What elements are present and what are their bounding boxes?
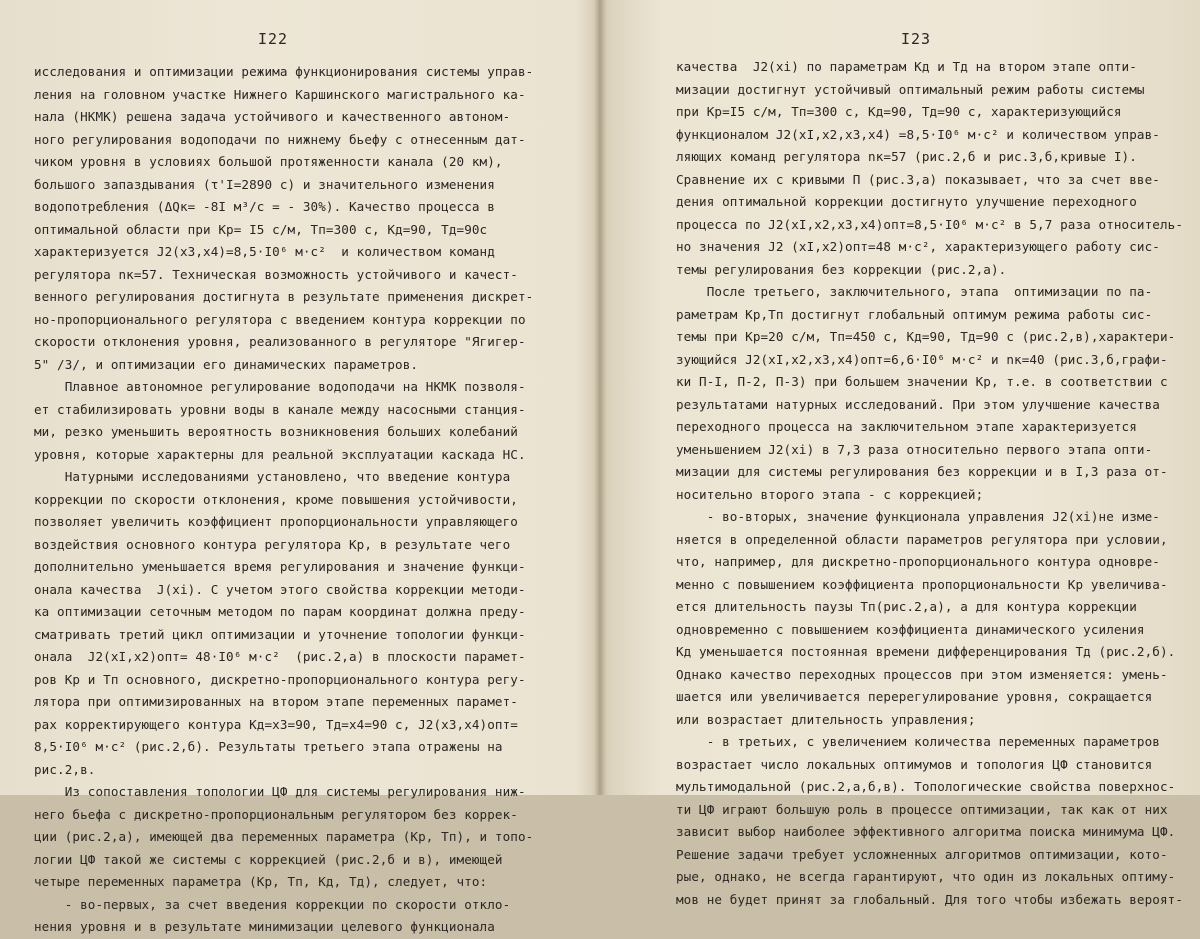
- text-line: венного регулирования достигнута в результате применения дискрет-: [34, 289, 534, 304]
- text-line: ти ЦФ играют большую роль в процессе оптимизации, так как от них: [676, 801, 1168, 817]
- text-line: большого запаздывания (τ'I=2890 с) и значительного изменения: [34, 176, 495, 192]
- right-page: [606, 0, 1200, 907]
- text-line: онала качества J(xi). С учетом этого свойства коррекции методи-: [34, 581, 526, 597]
- text-line: раметрам Кр,Тп достигнут глобальный оптимум режима работы сис-: [676, 306, 1153, 322]
- text-line: Кд уменьшается постоянная времени дифференцирования Тд (рис.2,б).: [676, 644, 1176, 659]
- text-line: лятора при оптимизированных на втором этапе переменных парамет-: [34, 694, 518, 709]
- text-line: нения уровня и в результате минимизации целевого функционала: [34, 919, 495, 934]
- text-line: шается или увеличивается перерегулирование уровня, сокращается: [676, 689, 1153, 704]
- text-line: логии ЦФ такой же системы с коррекцией (рис.2,б и в), имеющей: [34, 851, 503, 867]
- text-line: но значения J2 (xI,x2)опт=48 м·с², характеризующего работу сис-: [676, 239, 1160, 254]
- text-line: переходного процесса на заключительном этапе характеризуется: [676, 419, 1137, 434]
- text-line: водопотребления (ΔQк= -8I м³/с = - 30%). Качество процесса в: [34, 199, 495, 214]
- text-line: что, например, для дискретно-пропорционального контура одновре-: [676, 554, 1160, 569]
- text-line: процесса по J2(xI,x2,x3,x4)опт=8,5·I0⁶ м·с² в 5,7 раза относитель-: [676, 216, 1184, 232]
- text-line: ет стабилизировать уровни воды в канале между насосными станция-: [34, 401, 526, 417]
- text-line: зависит выбор наиболее эффективного алгоритма поиска минимума ЦФ.: [676, 824, 1176, 839]
- text-line: - во-первых, за счет введения коррекции по скорости откло-: [34, 896, 511, 912]
- text-line: позволяет увеличить коэффициент пропорциональности управляющего: [34, 514, 518, 529]
- text-line: одновременно с повышением коэффициента динамического усиления: [676, 621, 1145, 637]
- page-number: I23: [901, 30, 932, 48]
- text-line: ется длительность паузы Тп(рис.2,а), а для контура коррекции: [676, 599, 1137, 614]
- text-line: мультимодальной (рис.2,а,б,в). Топологические свойства поверхнос-: [676, 779, 1176, 794]
- text-line: ров Кр и Тп основного, дискретно-пропорционального контура регу-: [34, 671, 526, 687]
- text-line: характеризуется J2(x3,x4)=8,5·I0⁶ м·с² и количеством команд: [34, 244, 495, 259]
- text-line: функционалом J2(xI,x2,x3,x4) =8,5·I0⁶ м·с² и количеством управ-: [676, 126, 1160, 142]
- text-line: дополнительно уменьшается время регулирования и значение функци-: [34, 559, 526, 574]
- text-line: мизации для системы регулирования без коррекции и в I,3 раза от-: [676, 464, 1168, 479]
- text-line: няется в определенной области параметров регулятора при условии,: [676, 531, 1168, 547]
- text-line: при Кр=I5 с/м, Тп=300 с, Кд=90, Тд=90 с, характеризующийся: [676, 104, 1122, 119]
- text-line: четыре переменных параметра (Кр, Тп, Кд, Тд), следует, что:: [34, 874, 488, 889]
- text-line: После третьего, заключительного, этапа оптимизации по па-: [676, 284, 1153, 299]
- text-line: Решение задачи требует усложненных алгоритмов оптимизации, кото-: [676, 846, 1168, 862]
- text-line: ка оптимизации сеточным методом по парам координат должна преду-: [34, 604, 526, 619]
- text-line: сматривать третий цикл оптимизации и уточнение топологии функци-: [34, 626, 526, 642]
- text-line: оптимальной области при Кр= I5 с/м, Тп=300 с, Кд=90, Тд=90с: [34, 221, 488, 237]
- text-line: 8,5·I0⁶ м·с² (рис.2,б). Результаты третьего этапа отражены на: [34, 739, 503, 754]
- text-line: ляющих команд регулятора nк=57 (рис.2,б и рис.3,б,кривые I).: [676, 149, 1137, 164]
- text-line: зующийся J2(xI,x2,x3,x4)опт=6,6·I0⁶ м·с² и nк=40 (рис.3,б,графи-: [676, 351, 1168, 367]
- page-number: I22: [258, 30, 289, 48]
- text-line: ления на головном участке Нижнего Каршинского магистрального ка-: [34, 86, 526, 102]
- text-body: [676, 56, 1183, 911]
- text-line: воздействия основного контура регулятора Кр, в результате чего: [34, 536, 511, 552]
- text-line: дения оптимальной коррекции достигнуто улучшение переходного: [676, 194, 1137, 209]
- book-gutter: [594, 0, 606, 795]
- text-line: но-пропорционального регулятора с введением контура коррекции по: [34, 311, 526, 327]
- text-line: результатами натурных исследований. При этом улучшение качества: [676, 396, 1160, 412]
- text-line: возрастает число локальных оптимумов и топология ЦФ становится: [676, 756, 1153, 772]
- text-line: коррекции по скорости отклонения, кроме повышения устойчивости,: [34, 491, 518, 507]
- text-line: Однако качество переходных процессов при этом изменяется: умень-: [676, 666, 1168, 682]
- text-line: нала (НКМК) решена задача устойчивого и качественного автоном-: [34, 109, 511, 124]
- text-line: уменьшением J2(xi) в 7,3 раза относительно первого этапа опти-: [676, 441, 1153, 457]
- text-line: ного регулирования водоподачи по нижнему бьефу с отнесенным дат-: [34, 131, 526, 147]
- text-line: Плавное автономное регулирование водоподачи на НКМК позволя-: [34, 379, 526, 394]
- text-line: темы регулирования без коррекции (рис.2,а).: [676, 261, 1007, 277]
- text-line: рис.2,в.: [34, 761, 96, 777]
- text-line: исследования и оптимизации режима функционирования системы управ-: [34, 64, 534, 79]
- text-line: Натурными исследованиями установлено, что введение контура: [34, 469, 511, 484]
- text-line: него бьефа с дискретно-пропорциональным регулятором без коррек-: [34, 806, 518, 822]
- text-line: онала J2(xI,x2)опт= 48·I0⁶ м·с² (рис.2,а) в плоскости парамет-: [34, 649, 526, 664]
- text-line: ции (рис.2,а), имеющей два переменных параметра (Кр, Тп), и топо-: [34, 829, 534, 844]
- text-line: мов не будет принят за глобальный. Для того чтобы избежать вероят-: [676, 891, 1184, 907]
- text-line: мизации достигнут устойчивый оптимальный режим работы системы: [676, 81, 1145, 97]
- left-page: [0, 0, 594, 934]
- text-line: ки П-I, П-2, П-3) при большем значении Кр, т.е. в соответствии с: [676, 374, 1168, 389]
- text-line: рые, однако, не всегда гарантируют, что один из локальных оптиму-: [676, 869, 1176, 884]
- text-line: Сравнение их с кривыми П (рис.3,а) показывает, что за счет вве-: [676, 171, 1160, 187]
- text-line: - в третьих, с увеличением количества переменных параметров: [676, 734, 1160, 749]
- text-line: чиком уровня в условиях большой протяженности канала (20 км),: [34, 154, 503, 169]
- text-line: 5" /3/, и оптимизации его динамических параметров.: [34, 356, 419, 372]
- text-line: качества J2(xi) по параметрам Кд и Тд на втором этапе опти-: [676, 59, 1137, 74]
- text-line: или возрастает длительность управления;: [676, 711, 976, 727]
- text-line: рах корректирующего контура Кд=x3=90, Тд=x4=90 с, J2(x3,x4)опт=: [34, 716, 518, 732]
- text-line: менно с повышением коэффициента пропорциональности Кр увеличива-: [676, 576, 1168, 592]
- text-line: Из сопоставления топологии ЦФ для системы регулирования ниж-: [34, 784, 526, 799]
- text-line: - во-вторых, значение функционала управления J2(xi)не изме-: [676, 509, 1160, 524]
- text-line: регулятора nк=57. Техническая возможность устойчивого и качест-: [34, 266, 518, 282]
- text-line: носительно второго этапа - с коррекцией;: [676, 486, 984, 502]
- text-body: [34, 61, 533, 939]
- text-line: ми, резко уменьшить вероятность возникновения больших колебаний: [34, 424, 518, 439]
- text-line: темы при Кр=20 с/м, Тп=450 с, Кд=90, Тд=90 с (рис.2,в),характери-: [676, 329, 1176, 344]
- text-line: скорости отклонения уровня, реализованного в регуляторе "Ягигер-: [34, 334, 526, 349]
- text-line: уровня, которые характерны для реальной эксплуатации каскада НС.: [34, 446, 526, 462]
